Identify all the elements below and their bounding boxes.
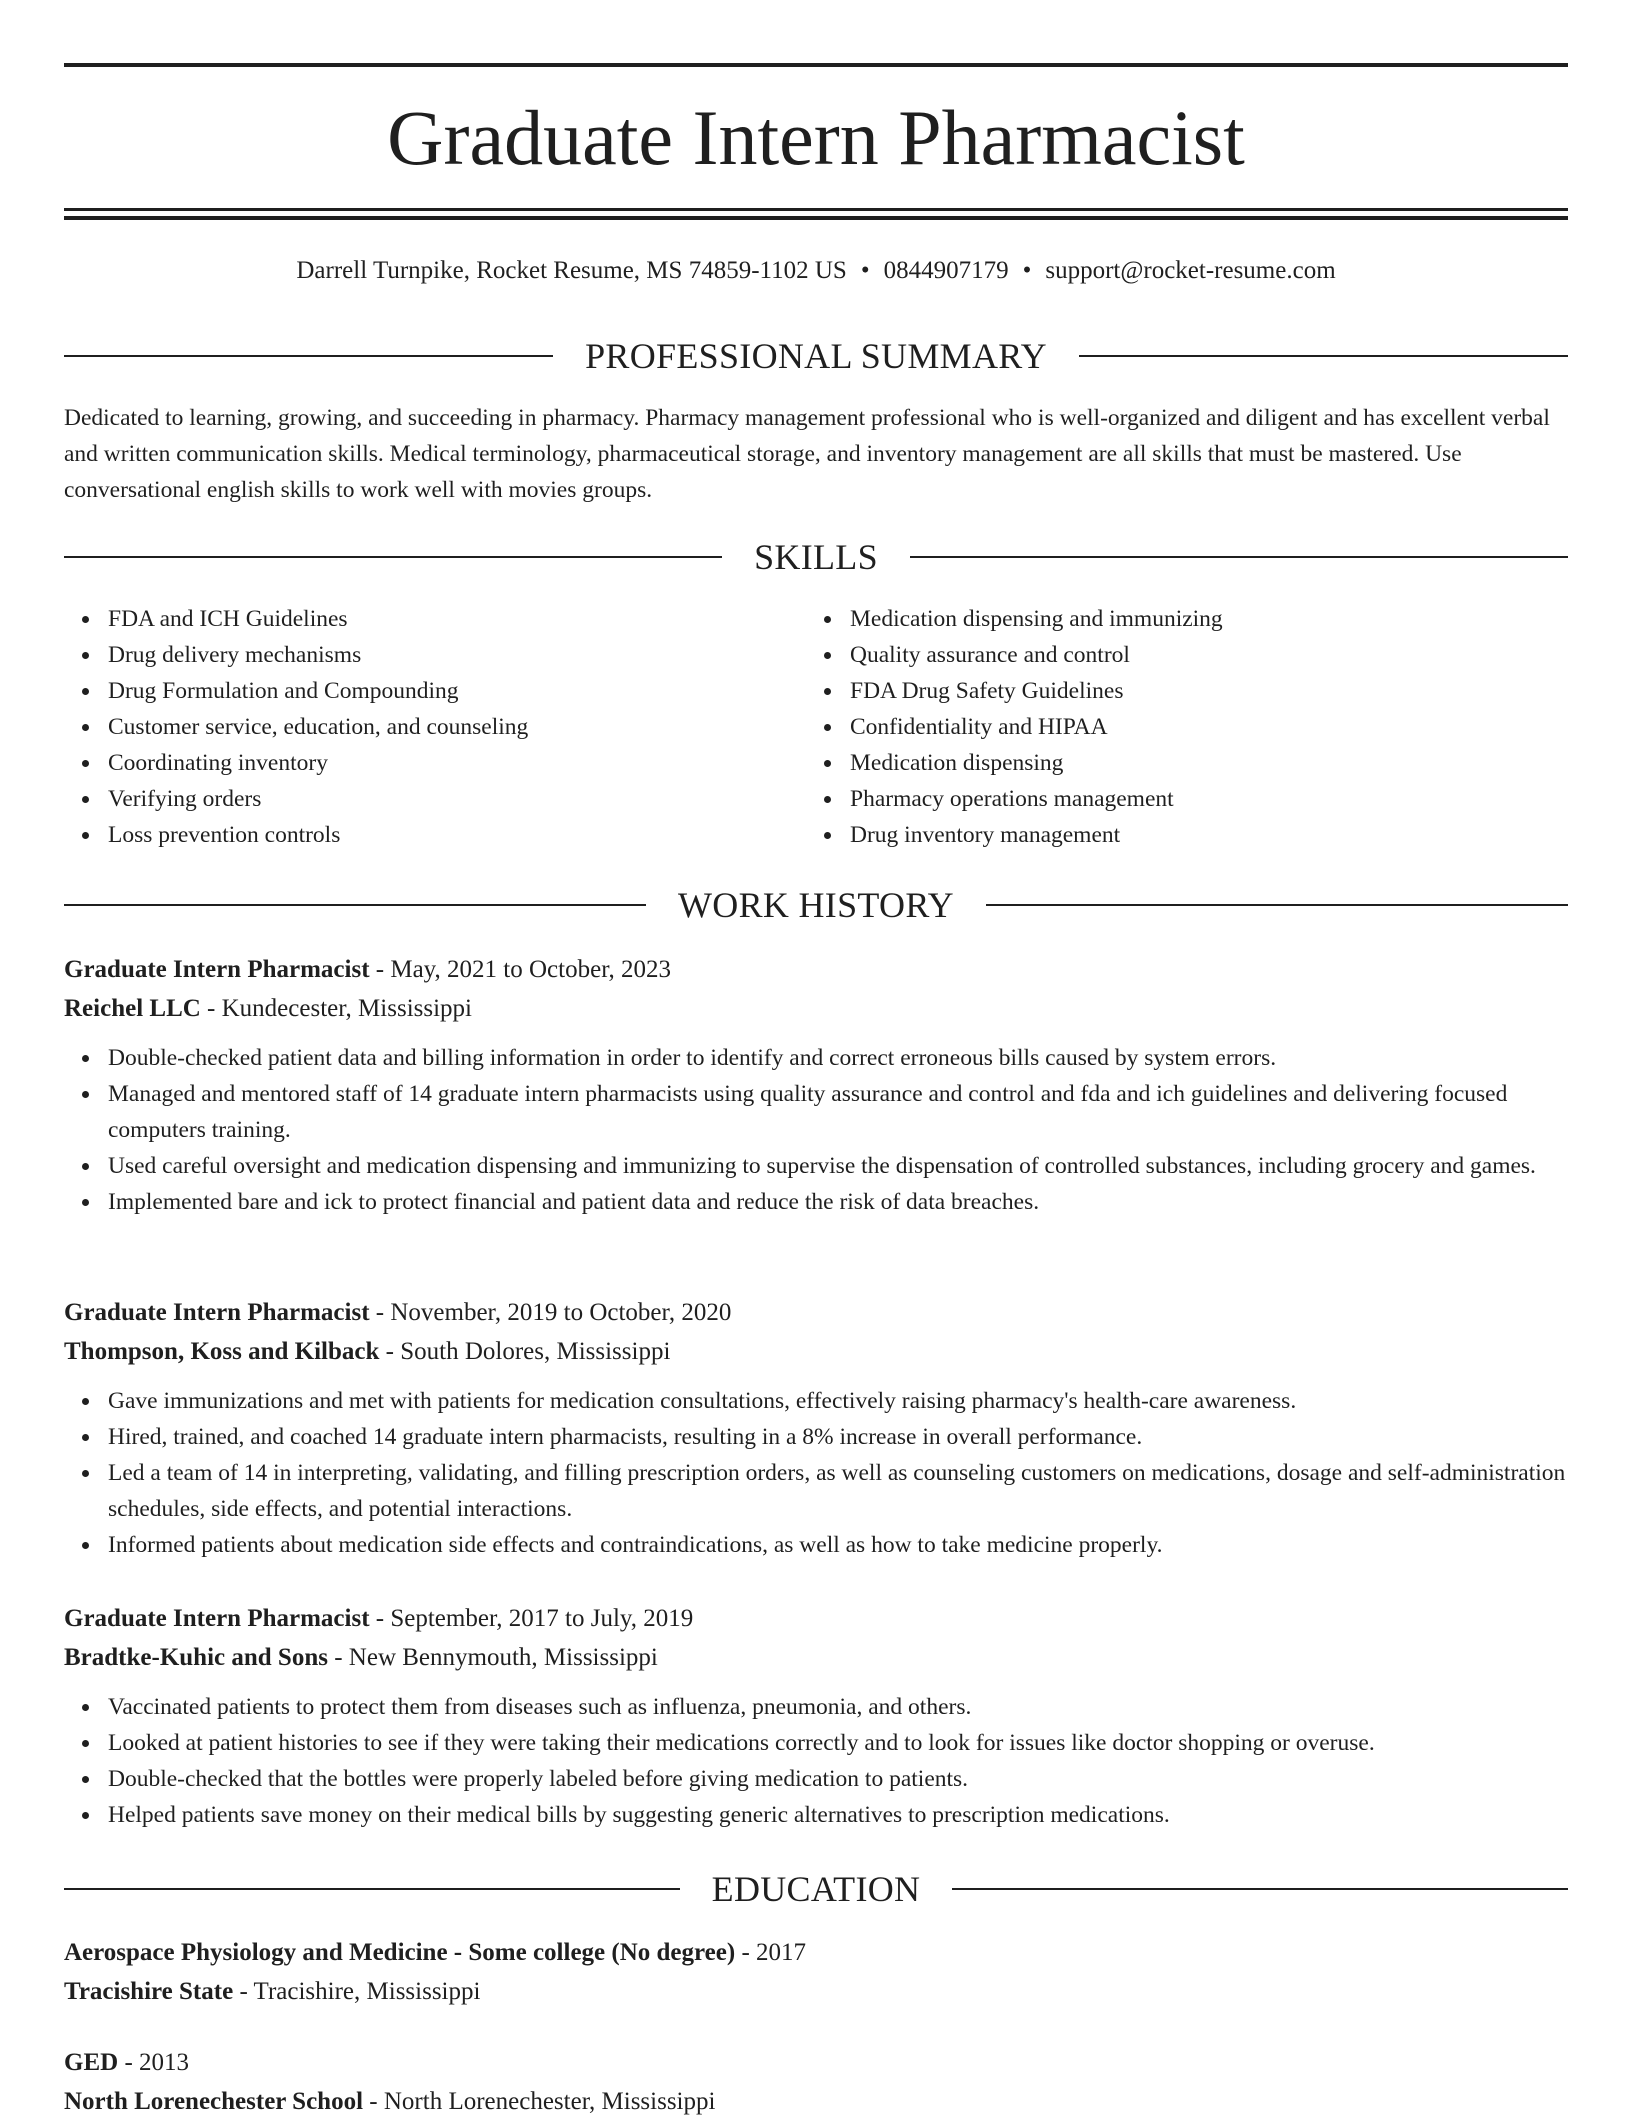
job-bullets [64, 1383, 1568, 1563]
heading-rule [986, 904, 1568, 906]
degree-name: GED [64, 2049, 119, 2076]
job-dates: - May, 2021 to October, 2023 [369, 956, 672, 983]
job-entry [64, 1293, 1568, 1563]
section-title: EDUCATION [711, 1869, 921, 1909]
job-bullet: Used careful oversight and medication dispensing and immunizing to supervise the dispensation of controlled substances, including grocery and games. [108, 1148, 1568, 1184]
skill-item: Drug inventory management [850, 817, 1223, 853]
job-dates: - September, 2017 to July, 2019 [369, 1605, 694, 1632]
title-rule-lower [64, 216, 1568, 220]
contact-line [64, 255, 1568, 287]
skill-item: Verifying orders [108, 781, 528, 817]
school-name: North Lorenechester School [64, 2088, 364, 2115]
job-entry [64, 950, 1568, 1220]
heading-rule [64, 904, 646, 906]
section-heading-skills [64, 535, 1568, 579]
company-name: Bradtke-Kuhic and Sons [64, 1644, 328, 1671]
degree-year: - 2013 [118, 2049, 190, 2076]
contact-address: Darrell Turnpike, Rocket Resume, MS 74859-1102 US [296, 257, 847, 284]
heading-rule [64, 1888, 680, 1890]
job-title: Graduate Intern Pharmacist [64, 1605, 370, 1632]
skill-item: Quality assurance and control [850, 637, 1223, 673]
job-bullet: Informed patients about medication side effects and contraindications, as well as how to take medicine properly. [108, 1527, 1568, 1563]
heading-rule [64, 556, 722, 558]
section-title: SKILLS [754, 537, 878, 577]
skill-item: Coordinating inventory [108, 745, 528, 781]
company-location: - South Dolores, Mississippi [379, 1338, 671, 1365]
skill-item: FDA Drug Safety Guidelines [850, 673, 1223, 709]
section-title: WORK HISTORY [678, 885, 954, 925]
skill-item: Confidentiality and HIPAA [850, 709, 1223, 745]
skill-item: Drug delivery mechanisms [108, 637, 528, 673]
company-location: - New Bennymouth, Mississippi [327, 1644, 658, 1671]
contact-email: support@rocket-resume.com [1045, 257, 1336, 284]
job-bullets [64, 1040, 1568, 1220]
job-bullet: Vaccinated patients to protect them from diseases such as influenza, pneumonia, and others. [108, 1689, 1568, 1725]
heading-rule [952, 1888, 1568, 1890]
job-title: Graduate Intern Pharmacist [64, 956, 370, 983]
job-bullet: Double-checked that the bottles were properly labeled before giving medication to patients. [108, 1761, 1568, 1797]
top-rule [64, 63, 1568, 67]
skill-item: Medication dispensing [850, 745, 1223, 781]
degree-year: - 2017 [735, 1939, 807, 1966]
skills-list-left [64, 601, 528, 853]
job-title: Graduate Intern Pharmacist [64, 1299, 370, 1326]
job-bullet: Looked at patient histories to see if they were taking their medications correctly and to look for issues like doctor shopping or overuse. [108, 1725, 1568, 1761]
section-heading-summary [64, 334, 1568, 378]
job-entry [64, 1599, 1568, 1833]
education-entry [64, 2043, 1568, 2121]
job-bullet: Gave immunizations and met with patients for medication consultations, effectively raising pharmacy's health-care awareness. [108, 1383, 1568, 1419]
heading-rule [910, 556, 1568, 558]
education-entry [64, 1933, 1568, 2011]
job-bullets [64, 1689, 1568, 1833]
school-location: - Tracishire, Mississippi [233, 1978, 481, 2005]
contact-phone: 0844907179 [883, 257, 1009, 284]
skill-item: FDA and ICH Guidelines [108, 601, 528, 637]
heading-rule [1079, 355, 1568, 357]
skill-item: Customer service, education, and counseling [108, 709, 528, 745]
skill-item: Pharmacy operations management [850, 781, 1223, 817]
heading-rule [64, 355, 553, 357]
company-name: Reichel LLC [64, 995, 201, 1022]
skill-item: Drug Formulation and Compounding [108, 673, 528, 709]
company-location: - Kundecester, Mississippi [200, 995, 472, 1022]
job-bullet: Double-checked patient data and billing information in order to identify and correct erroneous bills caused by system errors. [108, 1040, 1568, 1076]
job-dates: - November, 2019 to October, 2020 [369, 1299, 732, 1326]
section-heading-education [64, 1867, 1568, 1911]
job-bullet: Managed and mentored staff of 14 graduate intern pharmacists using quality assurance and control and fda and ich guidelines and delivering focused computers training. [108, 1076, 1568, 1148]
school-name: Tracishire State [64, 1978, 234, 2005]
job-bullet: Helped patients save money on their medical bills by suggesting generic alternatives to prescription medications. [108, 1797, 1568, 1833]
job-bullet: Led a team of 14 in interpreting, validating, and filling prescription orders, as well as counseling customers on medications, dosage and self-administration schedules, side effects, and potential interactions. [108, 1455, 1568, 1527]
school-location: - North Lorenechester, Mississippi [363, 2088, 716, 2115]
contact-separator: • [860, 257, 870, 284]
job-bullet: Implemented bare and ick to protect financial and patient data and reduce the risk of data breaches. [108, 1184, 1568, 1220]
skills-list-right [806, 601, 1223, 853]
skill-item: Medication dispensing and immunizing [850, 601, 1223, 637]
section-heading-work-history [64, 883, 1568, 927]
resume-title: Graduate Intern Pharmacist [387, 94, 1245, 181]
summary-text: Dedicated to learning, growing, and succeeding in pharmacy. Pharmacy management professional who is well-organized and diligent and has excellent verbal and written communication skills. Medical terminology, pharmaceutical storage, and inventory management are all skills that must be mastered. Use conversational english skills to work well with movies groups. [64, 405, 1550, 503]
title-rule-upper [64, 208, 1568, 211]
skill-item: Loss prevention controls [108, 817, 528, 853]
company-name: Thompson, Koss and Kilback [64, 1338, 380, 1365]
job-bullet: Hired, trained, and coached 14 graduate intern pharmacists, resulting in a 8% increase in overall performance. [108, 1419, 1568, 1455]
degree-name: Aerospace Physiology and Medicine - Some college (No degree) [64, 1939, 736, 1966]
contact-separator: • [1022, 257, 1032, 284]
section-title: PROFESSIONAL SUMMARY [585, 336, 1047, 376]
